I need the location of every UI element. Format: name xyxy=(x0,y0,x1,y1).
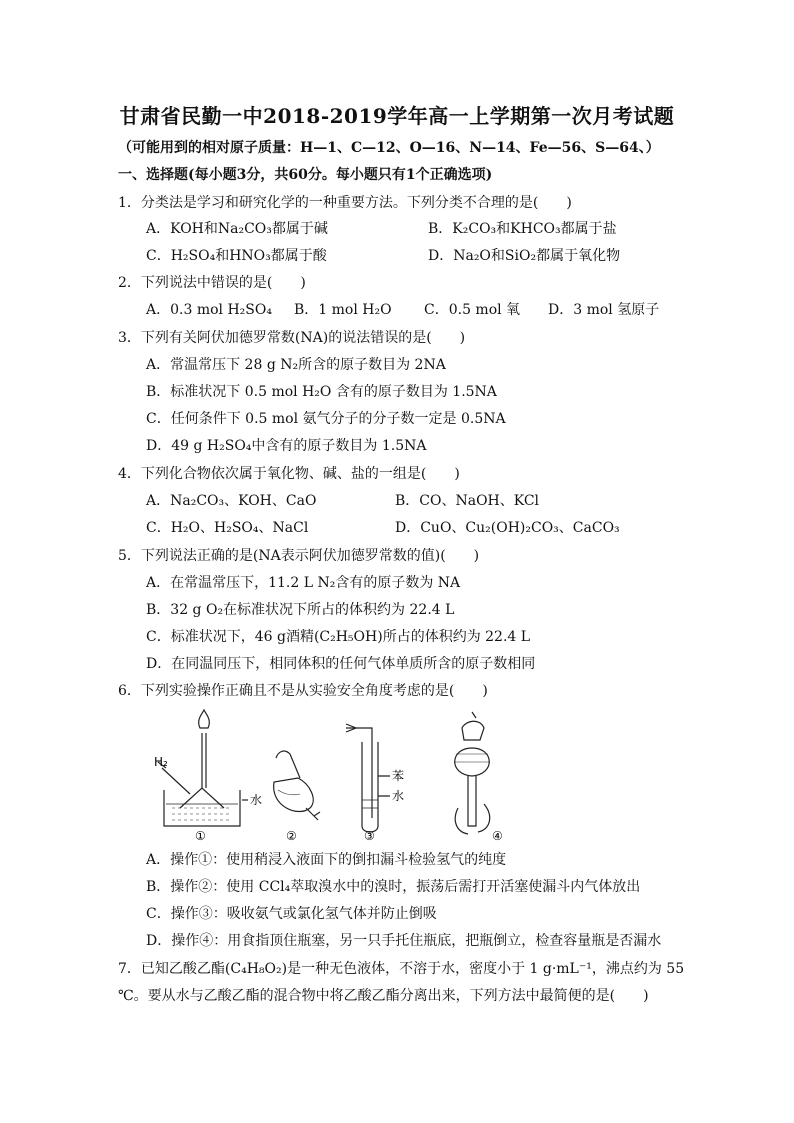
q3-option-a: A．常温常压下 28 g N₂所含的原子数目为 2NA xyxy=(146,357,446,373)
q3-stem: 3．下列有关阿伏加德罗常数(NA)的说法错误的是( ) xyxy=(118,330,466,346)
flame-icon xyxy=(199,710,210,728)
q5-option-c: C．标准状况下，46 g酒精(C₂H₅OH)所占的体积约为 22.4 L xyxy=(146,629,531,645)
q7-stem-line-2: ℃。要从水与乙酸乙酯的混合物中将乙酸乙酯分离出来，下列方法中最简便的是( ) xyxy=(118,988,649,1004)
q4-stem: 4．下列化合物依次属于氧化物、碱、盐的一组是( ) xyxy=(118,466,460,482)
inlet-tube xyxy=(346,728,372,818)
q2-option-b: B．1 mol H₂O xyxy=(294,302,392,318)
q3-option-b: B．标准状况下 0.5 mol H₂O 含有的原子数目为 1.5NA xyxy=(146,384,497,400)
fig-number-1: ① xyxy=(195,829,206,843)
q2-option-c: C．0.5 mol 氧 xyxy=(424,302,521,318)
q6-apparatus-figure xyxy=(150,708,530,843)
q5-stem: 5．下列说法正确的是(NA表示阿伏加德罗常数的值)( ) xyxy=(118,548,480,564)
section-heading: 一、选择题(每小题3分，共60分。每小题只有1个正确选项) xyxy=(118,167,493,183)
q7-stem-line-1: 7．已知乙酸乙酯(C₄H₈O₂)是一种无色液体，不溶于水，密度小于 1 g·mL⁻¹，沸点约为 55 xyxy=(118,961,685,977)
q1-option-b: B．K₂CO₃和KHCO₃都属于盐 xyxy=(428,221,617,237)
q3-option-c: C．任何条件下 0.5 mol 氨气分子的分子数一定是 0.5NA xyxy=(146,411,506,427)
q1-option-d: D．Na₂O和SiO₂都属于氧化物 xyxy=(428,248,621,264)
q5-option-b: B．32 g O₂在标准状况下所占的体积约为 22.4 L xyxy=(146,602,455,618)
q1-option-c: C．H₂SO₄和HNO₃都属于酸 xyxy=(146,248,327,264)
q6-option-a: A．操作①：使用稍浸入液面下的倒扣漏斗检验氢气的纯度 xyxy=(146,852,507,868)
page-title: 甘肃省民勤一中2018-2019学年高一上学期第一次月考试题 xyxy=(119,104,675,128)
q2-option-a: A．0.3 mol H₂SO₄ xyxy=(146,302,272,318)
atomic-mass-note: （可能用到的相对原子质量：H—1、C—12、O—16、N—14、Fe—56、S—64、） xyxy=(118,140,660,156)
hand-icon xyxy=(462,721,484,740)
fig-number-4: ④ xyxy=(492,829,503,843)
fig-label-benzene: 苯 xyxy=(392,769,405,783)
q4-option-d: D．CuO、Cu₂(OH)₂CO₃、CaCO₃ xyxy=(395,520,620,536)
fig-number-3: ③ xyxy=(364,829,375,843)
q6-option-d: D．操作④：用食指顶住瓶塞，另一只手托住瓶底，把瓶倒立，检查容量瓶是否漏水 xyxy=(146,933,662,949)
q3-option-d: D．49 g H₂SO₄中含有的原子数目为 1.5NA xyxy=(146,438,427,454)
q1-option-a: A．KOH和Na₂CO₃都属于碱 xyxy=(146,221,328,237)
q2-option-d: D．3 mol 氢原子 xyxy=(548,302,660,318)
q1-stem: 1．分类法是学习和研究化学的一种重要方法。下列分类不合理的是( ) xyxy=(118,195,572,211)
q4-option-a: A．Na₂CO₃、KOH、CaO xyxy=(146,493,317,509)
q6-stem: 6．下列实验操作正确且不是从实验安全角度考虑的是( ) xyxy=(118,683,488,699)
q4-option-c: C．H₂O、H₂SO₄、NaCl xyxy=(146,520,309,536)
fig-label-water-3: 水 xyxy=(392,789,405,803)
fig-number-2: ② xyxy=(286,829,297,843)
q6-option-c: C．操作③：吸收氨气或氯化氢气体并防止倒吸 xyxy=(146,906,437,922)
q2-stem: 2．下列说法中错误的是( ) xyxy=(118,275,306,291)
q5-option-a: A．在常温常压下，11.2 L N₂含有的原子数为 NA xyxy=(146,575,461,591)
test-tube xyxy=(362,742,378,832)
q4-option-b: B．CO、NaOH、KCl xyxy=(395,493,540,509)
q5-option-d: D．在同温同压下，相同体积的任何气体单质所含的原子数相同 xyxy=(146,656,536,672)
q6-option-b: B．操作②：使用 CCl₄萃取溴水中的溴时，振荡后需打开活塞使漏斗内气体放出 xyxy=(146,879,641,895)
h2-tube xyxy=(162,768,190,794)
fig-label-h2: H₂ xyxy=(154,755,168,769)
fig-label-water-1: 水 xyxy=(250,793,263,807)
